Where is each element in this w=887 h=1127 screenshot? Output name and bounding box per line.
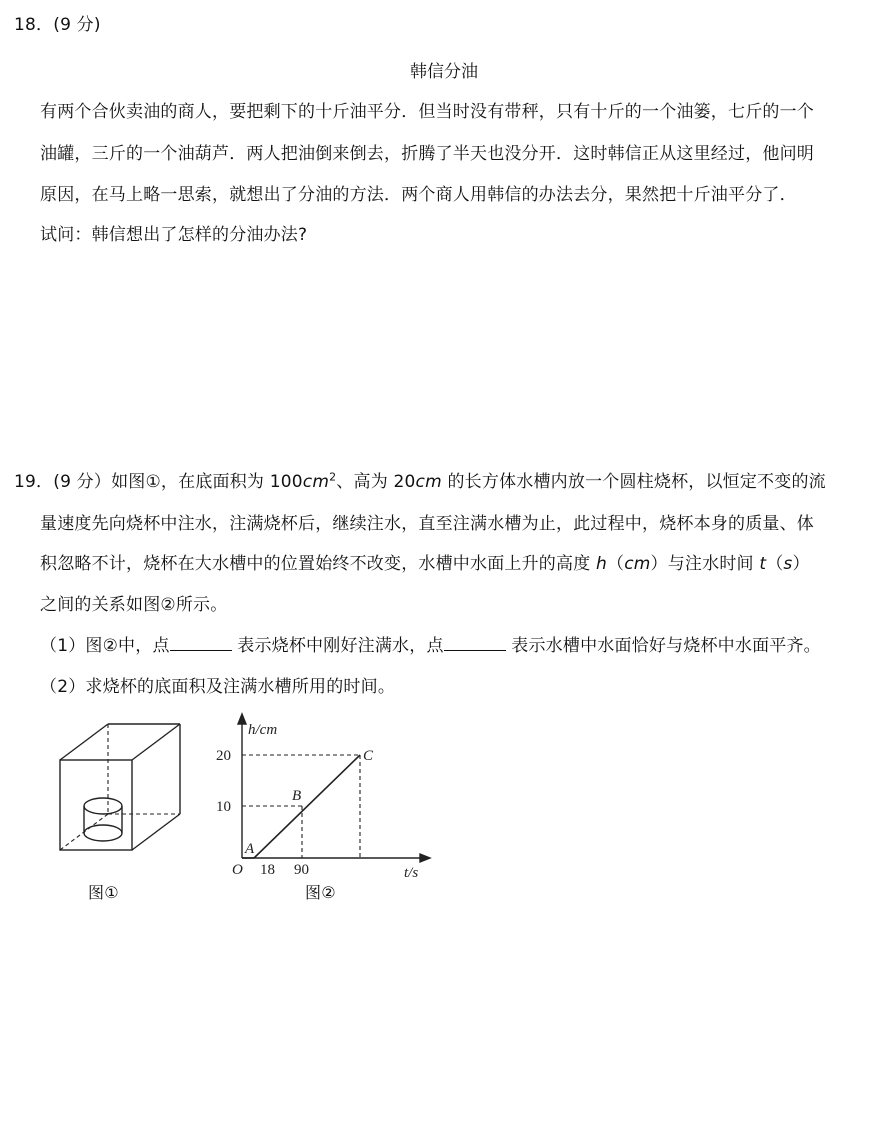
unit-cm: cm xyxy=(302,472,330,492)
point-B-label: B xyxy=(292,788,302,804)
q18-line-3: 原因，在马上略一思索，就想出了分油的方法．两个商人用韩信的办法去分，果然把十斤油平分了． xyxy=(40,185,797,205)
var-t: t xyxy=(759,554,767,574)
ytick-20: 20 xyxy=(216,748,231,764)
q19-part-1 xyxy=(40,631,821,656)
figure-2-caption: 图② xyxy=(305,883,336,902)
q19-line-2: 量速度先向烧杯中注水，注满烧杯后，继续注水，直至注满水槽为止，此过程中，烧杯本身的质量、体 xyxy=(40,514,814,534)
answer-blank-1[interactable] xyxy=(170,636,232,651)
xtick-90: 90 xyxy=(294,862,309,878)
figure-1-box xyxy=(56,720,196,855)
q19-text: 19．(9 分）如图①，在底面积为 100 xyxy=(14,472,303,492)
q18-line-4: 试问：韩信想出了怎样的分油办法? xyxy=(40,225,308,245)
unit-cm: cm xyxy=(624,554,651,574)
q19-text: （ xyxy=(766,554,784,574)
q19-part1-text: 表示烧杯中刚好注满水，点 xyxy=(231,636,444,656)
box-edge xyxy=(60,724,108,760)
x-axis-label: t/s xyxy=(404,865,419,881)
x-axis-arrow xyxy=(420,854,430,862)
q19-text: ） xyxy=(792,554,810,574)
segment-A-C xyxy=(254,755,360,858)
q19-line-4: 之间的关系如图②所示。 xyxy=(40,595,228,615)
box-edge xyxy=(132,724,180,760)
origin-label: O xyxy=(232,862,243,878)
q19-text: ）与注水时间 xyxy=(650,554,760,574)
q18-title: 韩信分油 xyxy=(410,62,478,82)
unit-cm: cm xyxy=(415,472,442,492)
q19-line-3 xyxy=(40,549,810,574)
cylinder-top xyxy=(84,798,122,814)
xtick-18: 18 xyxy=(260,862,275,878)
unit-s: s xyxy=(783,554,793,574)
cylinder-bottom xyxy=(84,825,122,841)
q19-part1-text: 表示水槽中水面恰好与烧杯中水面平齐。 xyxy=(505,636,821,656)
box-edge xyxy=(132,814,180,850)
q19-text: 、高为 20 xyxy=(336,472,416,492)
superscript: 2 xyxy=(329,470,337,484)
q19-part1-text: （1）图②中，点 xyxy=(40,636,170,656)
figure-1-caption: 图① xyxy=(88,883,119,902)
y-axis-arrow xyxy=(238,714,246,724)
q18-line-2: 油罐，三斤的一个油葫芦．两人把油倒来倒去，折腾了半天也没分开．这时韩信正从这里经过，他问明 xyxy=(40,144,814,164)
point-A-label: A xyxy=(245,841,255,857)
q19-line-1 xyxy=(14,467,826,492)
figure-2-graph xyxy=(212,712,432,882)
answer-blank-2[interactable] xyxy=(444,636,506,651)
q19-text: 的长方体水槽内放一个圆柱烧杯，以恒定不变的流 xyxy=(441,472,826,492)
q19-part-2: （2）求烧杯的底面积及注满水槽所用的时间。 xyxy=(40,677,396,697)
q19-text: （ xyxy=(607,554,625,574)
q18-line-1: 有两个合伙卖油的商人，要把剩下的十斤油平分．但当时没有带秤，只有十斤的一个油篓，七斤的一个 xyxy=(40,102,814,122)
ytick-10: 10 xyxy=(216,799,231,815)
q18-header: 18．(9 分) xyxy=(14,15,101,35)
y-axis-label: h/cm xyxy=(248,722,278,738)
point-C-label: C xyxy=(363,748,374,764)
var-h: h xyxy=(596,554,607,574)
q19-text: 积忽略不计，烧杯在大水槽中的位置始终不改变，水槽中水面上升的高度 xyxy=(40,554,597,574)
